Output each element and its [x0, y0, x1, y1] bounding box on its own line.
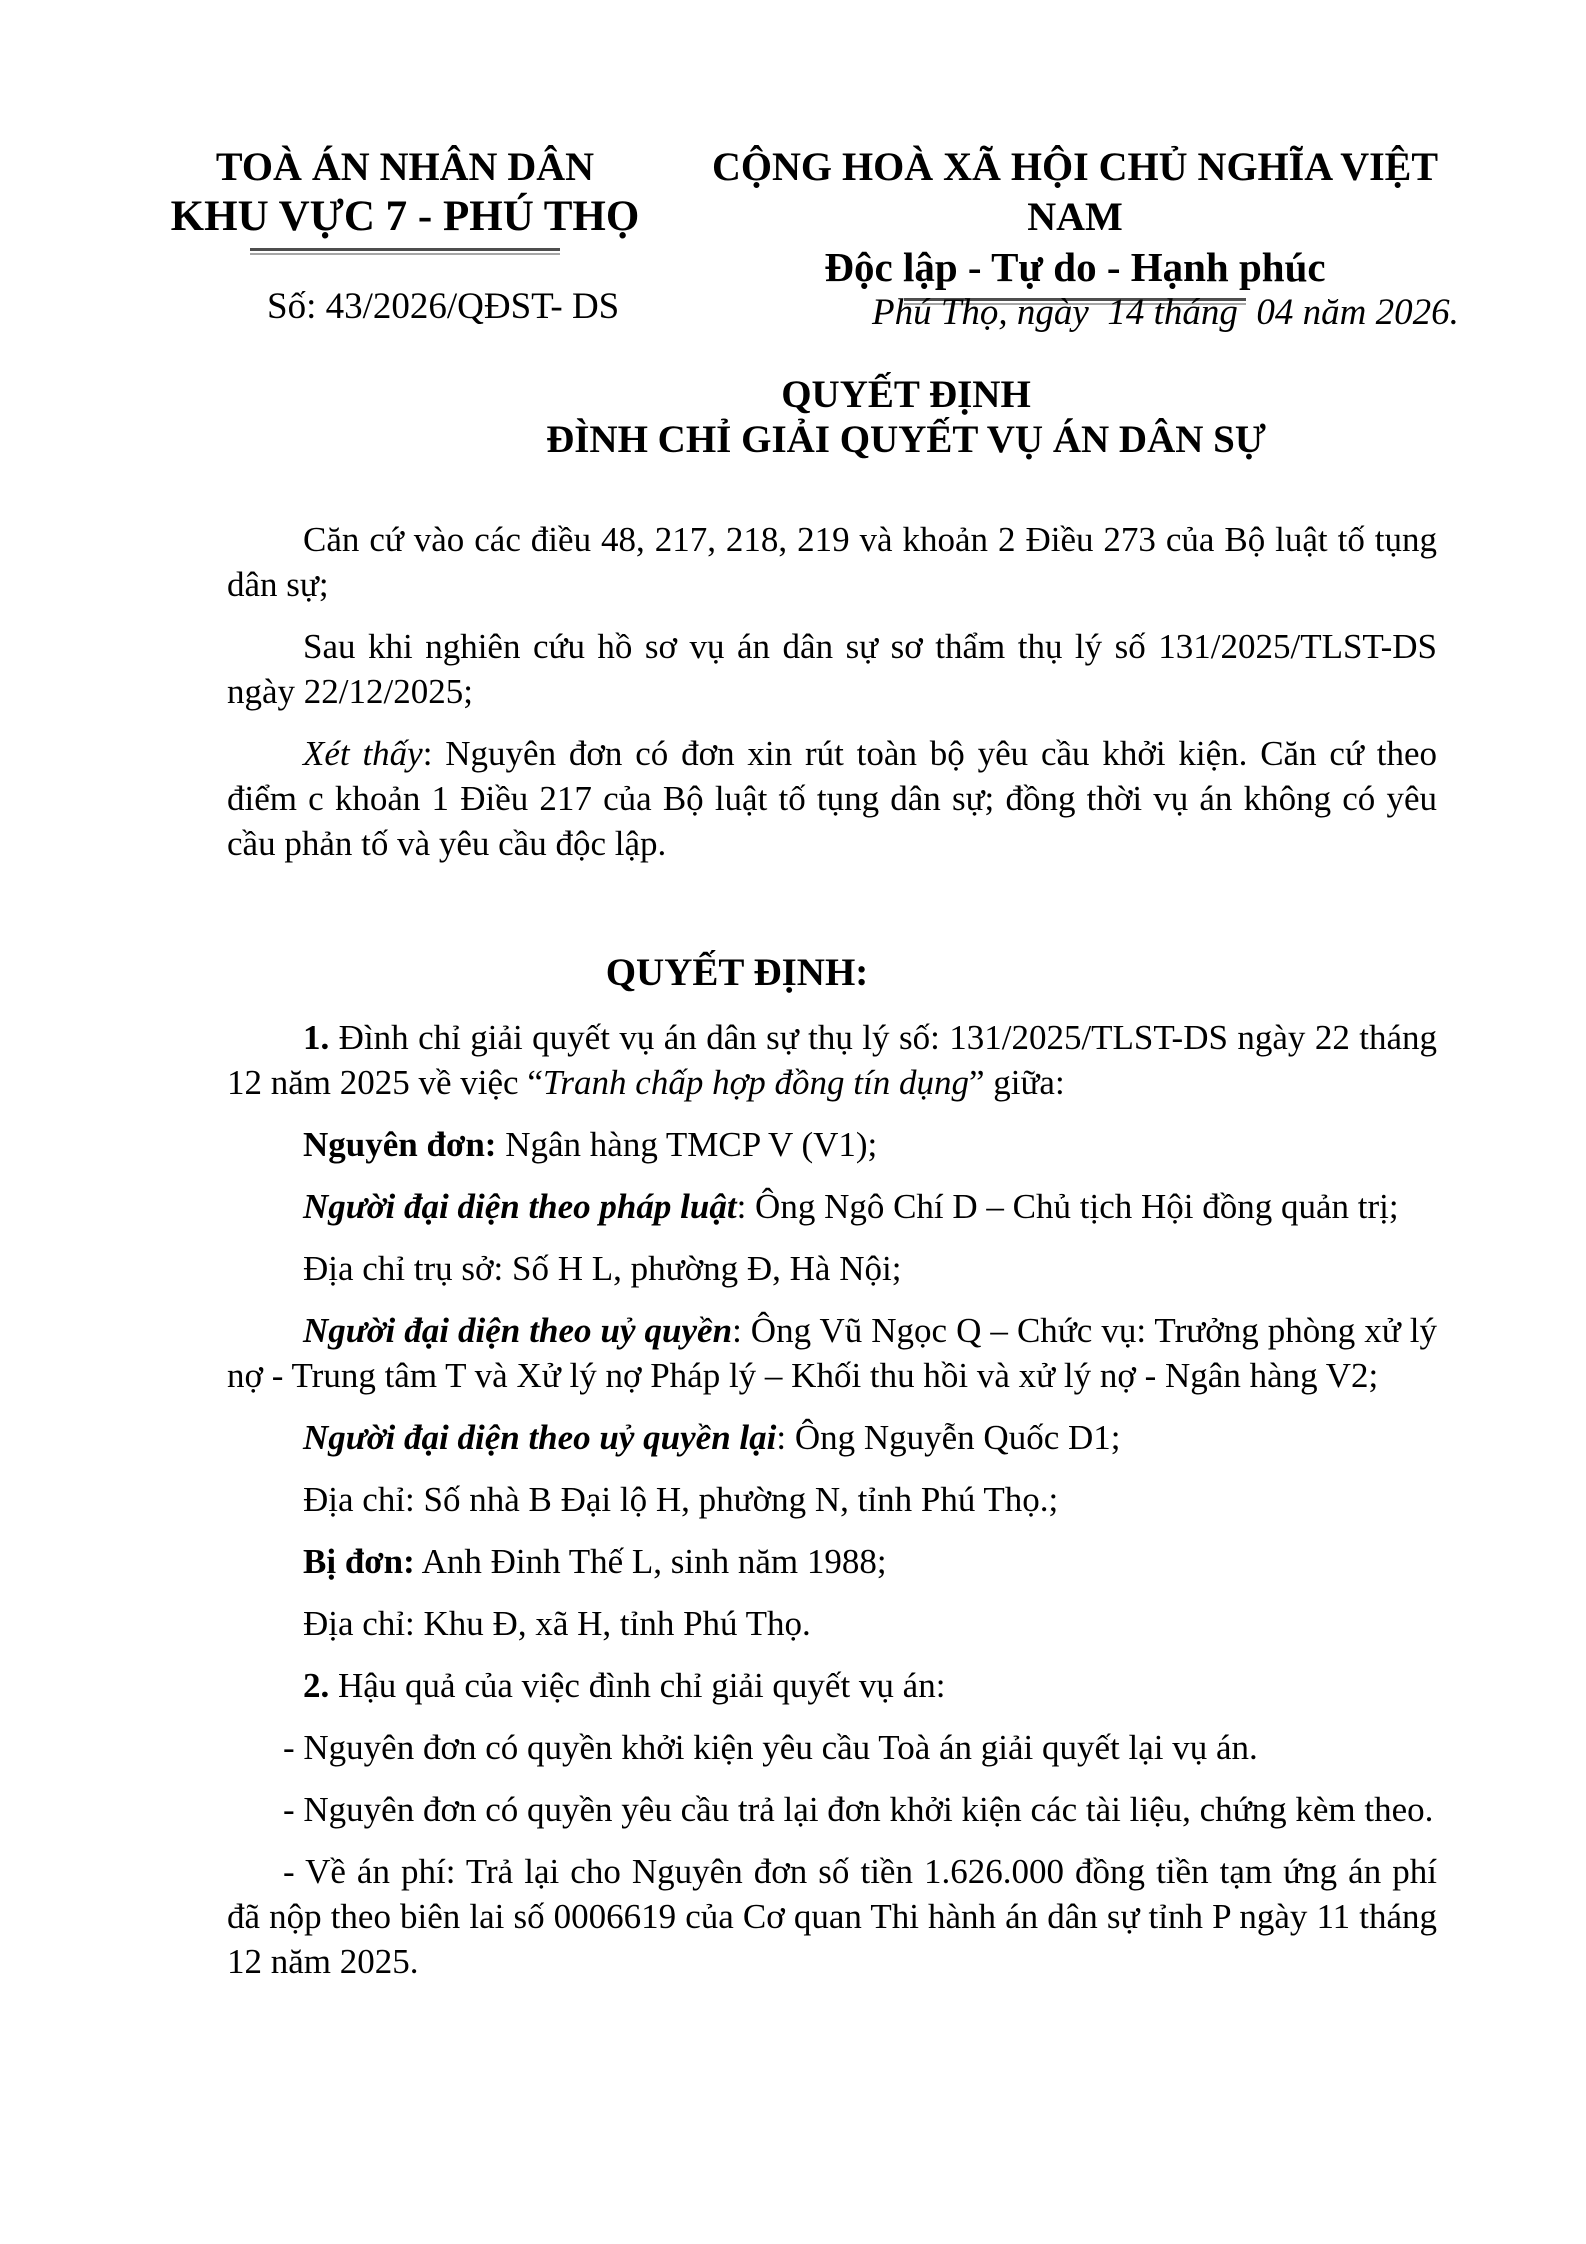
paragraph — [227, 1539, 1437, 1584]
motto-line: Độc lập - Tự do - Hạnh phúc — [824, 244, 1326, 290]
text-segment: : Ông Vũ Ngọc Q – Chức vụ: Trưởng phòng xử lý nợ - Trung tâm T và Xử lý nợ Pháp lý – Khối thu hồi và xử lý nợ - Ngân hàng V2; — [227, 1311, 1437, 1395]
title-line1: QUYẾT ĐỊNH — [781, 373, 1031, 416]
court-name-line2: KHU VỰC 7 - PHÚ THỌ — [170, 193, 640, 240]
text-segment: Người đại diện theo uỷ quyền lại — [303, 1418, 777, 1457]
header-motto-block — [680, 142, 1470, 305]
court-name-line1: TOÀ ÁN NHÂN DÂN — [215, 144, 595, 189]
text-segment: Địa chỉ trụ sở: Số H L, phường Đ, Hà Nội; — [303, 1249, 902, 1288]
national-title-line: CỘNG HOÀ XÃ HỘI CHỦ NGHĨA VIỆT NAM — [711, 144, 1438, 239]
paragraph — [227, 1122, 1437, 1167]
decision-section-heading: QUYẾT ĐỊNH: — [605, 951, 869, 994]
text-segment: - Nguyên đơn có quyền yêu cầu trả lại đơn khởi kiện các tài liệu, chứng kèm theo. — [283, 1790, 1434, 1829]
text-segment: 1. — [303, 1018, 330, 1057]
title-line2: ĐÌNH CHỈ GIẢI QUYẾT VỤ ÁN DÂN SỰ — [546, 418, 1266, 461]
text-segment: Địa chỉ: Khu Đ, xã H, tỉnh Phú Thọ. — [303, 1604, 811, 1643]
header-left-underline — [250, 248, 560, 255]
text-segment: Người đại diện theo pháp luật — [303, 1187, 737, 1226]
paragraph — [227, 624, 1437, 714]
text-segment: - Về án phí: Trả lại cho Nguyên đơn số tiền 1.626.000 đồng tiền tạm ứng án phí đã nộp theo biên lai số 0006619 của Cơ quan Thi hành án dân sự tỉnh P ngày 11 tháng 12 năm 2025. — [227, 1852, 1437, 1981]
text-segment: Xét thấy — [303, 734, 423, 773]
paragraph — [227, 1787, 1437, 1832]
document-body — [227, 500, 1437, 1984]
paragraph — [227, 517, 1437, 607]
paragraph — [227, 1663, 1437, 1708]
paragraph — [227, 1849, 1437, 1984]
paragraph — [227, 731, 1437, 866]
text-segment: - Nguyên đơn có quyền khởi kiện yêu cầu Toà án giải quyết lại vụ án. — [283, 1728, 1258, 1767]
text-segment: Địa chỉ: Số nhà B Đại lộ H, phường N, tỉnh Phú Thọ.; — [303, 1480, 1059, 1519]
text-segment: Nguyên đơn: — [303, 1125, 497, 1164]
place-date-line: Phú Thọ, ngày 14 tháng 04 năm 2026. — [872, 292, 1459, 333]
paragraph — [227, 1415, 1437, 1460]
text-segment: Hậu quả của việc đình chỉ giải quyết vụ án: — [329, 1666, 946, 1705]
text-segment: Người đại diện theo uỷ quyền — [303, 1311, 733, 1350]
text-segment: Sau khi nghiên cứu hồ sơ vụ án dân sự sơ thẩm thụ lý số 131/2025/TLST-DS ngày 22/12/2025; — [227, 627, 1437, 711]
paragraph — [227, 1725, 1437, 1770]
text-segment: 2. — [303, 1666, 330, 1705]
document-title — [227, 372, 1511, 462]
text-segment: Căn cứ vào các điều 48, 217, 218, 219 và khoản 2 Điều 273 của Bộ luật tố tụng dân sự; — [227, 520, 1437, 604]
text-segment: Anh Đinh Thế L, sinh năm 1988; — [414, 1542, 887, 1581]
document-number: Số: 43/2026/QĐST- DS — [267, 286, 620, 327]
text-segment: ” giữa: — [968, 1063, 1065, 1102]
text-segment: Bị đơn: — [303, 1542, 415, 1581]
text-segment: : Ông Nguyễn Quốc D1; — [776, 1418, 1121, 1457]
paragraph — [227, 1308, 1437, 1398]
text-segment: Đình chỉ giải quyết vụ án dân sự thụ lý số: 131/2025/TLST-DS ngày 22 tháng 12 năm 2025 về việc “ — [227, 1018, 1437, 1102]
paragraph — [227, 1184, 1437, 1229]
header-court-block — [170, 142, 640, 255]
paragraph — [227, 1246, 1437, 1291]
text-segment: : Nguyên đơn có đơn xin rút toàn bộ yêu cầu khởi kiện. Căn cứ theo điểm c khoản 1 Điều 217 của Bộ luật tố tụng dân sự; đồng thời vụ án không có yêu cầu phản tố và yêu cầu độc lập. — [227, 734, 1438, 863]
decisions-section — [227, 1015, 1437, 1984]
paragraph — [227, 1601, 1437, 1646]
text-segment: Tranh chấp hợp đồng tín dụng — [542, 1063, 969, 1102]
paragraph — [227, 1015, 1437, 1105]
paragraph — [227, 1477, 1437, 1522]
text-segment: Ngân hàng TMCP V (V1); — [496, 1125, 878, 1164]
text-segment: : Ông Ngô Chí D – Chủ tịch Hội đồng quản trị; — [736, 1187, 1399, 1226]
preamble-section — [227, 517, 1437, 866]
